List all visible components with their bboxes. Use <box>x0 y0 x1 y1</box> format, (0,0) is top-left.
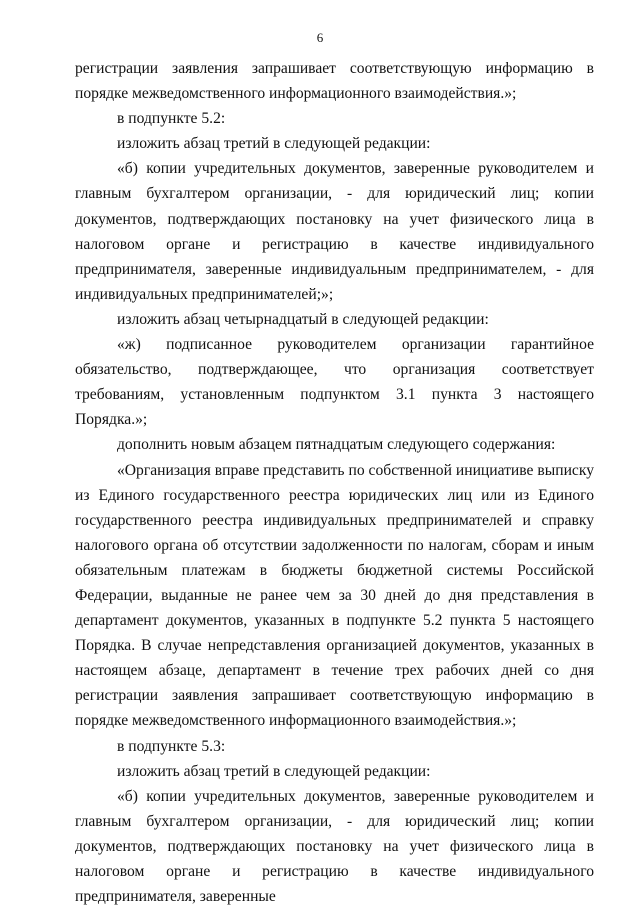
paragraph-organization-right: «Организация вправе представить по собственной инициативе выписку из Единого государственного реестра юридических лиц или из Единого государственного реестра индивидуальных предпринимателей и справку налогового органа об отсутствии задолженности по налогам, сборам и иным обязательным платежам в бюджеты бюджетной системы Российской Федерации, выданные не ранее чем за 30 дней до дня представления в департамент документов, указанных в подпункте 5.2 пункта 5 настоящего Порядка. В случае непредставления организацией документов, указанных в настоящем абзаце, департамент в течение трех рабочих дней со дня регистрации заявления запрашивает соответствующую информацию в порядке межведомственного информационного взаимодействия.»; <box>75 461 594 730</box>
paragraph-item-b-5-3: «б) копии учредительных документов, заверенные руководителем и главным бухгалтером организации, - для юридический лиц; копии документов, подтверждающих постановку на учет физического лица в налоговом органе и регистрацию в качестве индивидуального предпринимателя, заверенные <box>75 787 594 906</box>
document-body <box>75 56 594 909</box>
paragraph-subclause-5-3: в подпункте 5.3: <box>117 737 226 755</box>
paragraph-subclause-5-2: в подпункте 5.2: <box>117 110 226 128</box>
paragraph-item-zh: «ж) подписанное руководителем организации гарантийное обязательство, подтверждающее, что организация соответствует требованиям, установленным подпунктом 3.1 пункта 3 настоящего Порядка.»; <box>75 336 594 429</box>
paragraph-amend-third: изложить абзац третий в следующей редакции: <box>117 135 431 153</box>
paragraph-amend-third-5-3: изложить абзац третий в следующей редакции: <box>117 762 431 780</box>
paragraph-amend-fourteenth: изложить абзац четырнадцатый в следующей редакции: <box>117 310 489 328</box>
paragraph-add-fifteenth: дополнить новым абзацем пятнадцатым следующего содержания: <box>117 436 556 454</box>
paragraph-item-b: «б) копии учредительных документов, заверенные руководителем и главным бухгалтером организации, - для юридический лиц; копии документов, подтверждающих постановку на учет физического лица в налоговом органе и регистрацию в качестве индивидуального предпринимателя, заверенные индивидуальным предпринимателем, - для индивидуальных предпринимателей;»; <box>75 160 594 303</box>
paragraph-continuation: регистрации заявления запрашивает соответствующую информацию в порядке межведомственного информационного взаимодействия.»; <box>75 60 594 103</box>
page-number: 6 <box>316 30 324 45</box>
